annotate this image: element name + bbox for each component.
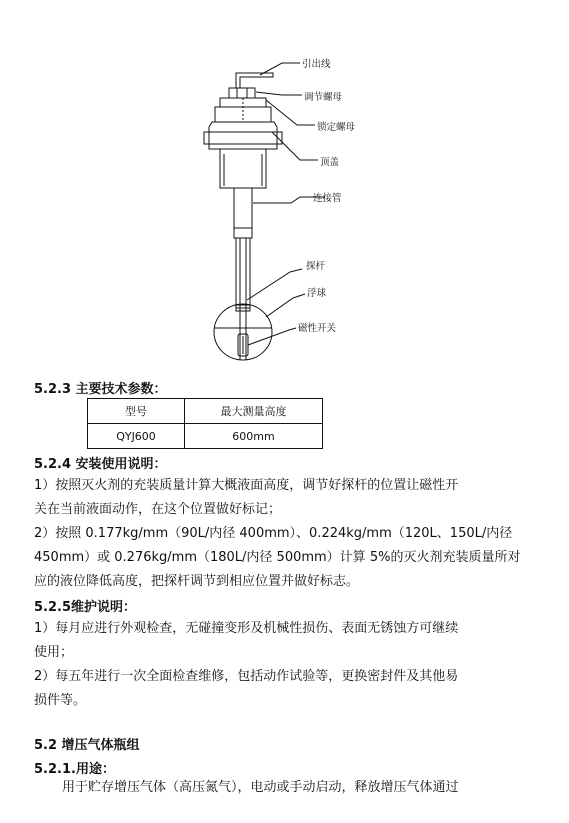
table-cell-max-height: 600mm (185, 424, 323, 449)
lead-wire-shape (236, 73, 273, 88)
usage-line-1: 用于贮存增压气体（高压氮气），电动或手动启动，释放增压气体通过 (62, 780, 459, 795)
label-magnetic-switch: 磁性开关 (298, 323, 337, 334)
adjust-nut-shape (229, 88, 255, 98)
label-adjust-nut: 调节螺母 (304, 92, 343, 103)
label-top-cap: 顶盖 (320, 157, 340, 168)
spec-table (87, 398, 323, 449)
section-heading-5-2-4: 5.2.4 安装使用说明： (34, 457, 167, 472)
top-cap-shape (209, 122, 277, 149)
install-line-4: 450mm）或 0.276kg/mm（180L/内径 500mm）计算 5%的灭火剂充装质量所对 (34, 550, 521, 565)
maintain-line-4: 损件等。 (34, 693, 87, 708)
label-lead-wire: 引出线 (302, 59, 331, 70)
section-heading-5-2-5: 5.2.5维护说明： (34, 600, 137, 615)
maintain-line-2: 使用； (34, 645, 74, 660)
install-line-5: 应的液位降低高度，把探杆调节到相应位置并做好标志。 (34, 574, 360, 589)
table-row (88, 424, 323, 449)
section-heading-5-2: 5.2 增压气体瓶组 (34, 738, 140, 753)
install-line-1: 1）按照灭火剂的充装质量计算大概液面高度，调节好探杆的位置让磁性开 (34, 478, 459, 493)
neck-shape (220, 149, 266, 188)
maintain-line-1: 1）每月应进行外观检查，无碰撞变形及机械性损伤、表面无锈蚀方可继续 (34, 621, 459, 636)
label-lock-nut: 锁定螺母 (317, 122, 356, 133)
section-heading-5-2-3: 5.2.3 主要技术参数： (34, 382, 167, 397)
install-line-2: 关在当前液面动作，在这个位置做好标记； (34, 502, 282, 517)
table-cell-model: QYJ600 (88, 424, 185, 449)
label-float-ball: 浮球 (307, 288, 327, 299)
maintain-line-3: 2）每五年进行一次全面检查维修，包括动作试验等，更换密封件及其他易 (34, 669, 459, 684)
connecting-pipe-shape (234, 188, 252, 238)
label-probe-rod: 探杆 (306, 261, 326, 272)
table-header-model: 型号 (88, 399, 185, 424)
install-line-3: 2）按照 0.177kg/mm（90L/内径 400mm）、0.224kg/mm（120L、150L/内径 (34, 526, 513, 541)
table-header-row (88, 399, 323, 424)
table-header-max-height: 最大测量高度 (185, 399, 323, 424)
label-connecting-pipe: 连接管 (313, 193, 342, 204)
section-heading-5-2-1: 5.2.1.用途： (34, 762, 115, 777)
level-switch-drawing (0, 0, 569, 380)
level-switch-figure (0, 0, 569, 380)
